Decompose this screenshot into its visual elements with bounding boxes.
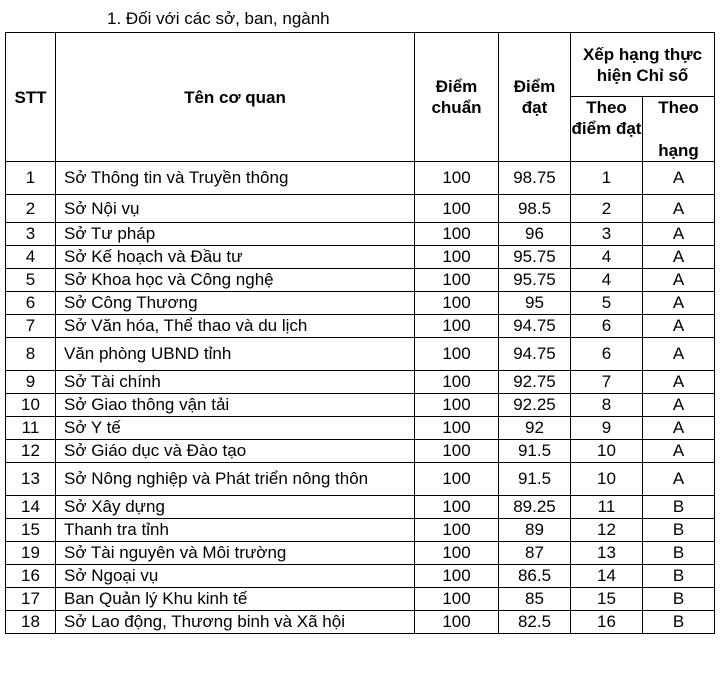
cell-diem-chuan: 100 <box>415 371 499 394</box>
cell-hang: B <box>643 588 715 611</box>
cell-hang: A <box>643 463 715 496</box>
cell-rank: 15 <box>571 588 643 611</box>
cell-diem-dat: 94.75 <box>499 338 571 371</box>
cell-rank: 11 <box>571 496 643 519</box>
table-row <box>6 246 715 269</box>
cell-name: Sở Giao thông vận tải <box>56 394 415 417</box>
cell-diem-dat: 92.25 <box>499 394 571 417</box>
cell-diem-dat: 94.75 <box>499 315 571 338</box>
cell-diem-dat: 96 <box>499 223 571 246</box>
table-row <box>6 440 715 463</box>
cell-rank: 16 <box>571 611 643 634</box>
cell-hang: A <box>643 292 715 315</box>
cell-diem-dat: 95.75 <box>499 246 571 269</box>
ranking-table <box>5 32 715 634</box>
table-row <box>6 611 715 634</box>
cell-hang: B <box>643 496 715 519</box>
cell-stt: 6 <box>6 292 56 315</box>
table-row <box>6 223 715 246</box>
cell-hang: A <box>643 417 715 440</box>
cell-name: Sở Giáo dục và Đào tạo <box>56 440 415 463</box>
cell-diem-chuan: 100 <box>415 417 499 440</box>
cell-hang: B <box>643 565 715 588</box>
header-ranking-group: Xếp hạng thực hiện Chỉ số <box>571 33 715 97</box>
table-row <box>6 417 715 440</box>
table-row <box>6 315 715 338</box>
cell-rank: 12 <box>571 519 643 542</box>
cell-diem-chuan: 100 <box>415 463 499 496</box>
cell-diem-chuan: 100 <box>415 269 499 292</box>
table-row <box>6 371 715 394</box>
cell-diem-chuan: 100 <box>415 542 499 565</box>
cell-hang: A <box>643 394 715 417</box>
cell-diem-dat: 98.5 <box>499 195 571 223</box>
cell-name: Sở Tài chính <box>56 371 415 394</box>
cell-hang: A <box>643 315 715 338</box>
cell-diem-chuan: 100 <box>415 195 499 223</box>
cell-name: Sở Tài nguyên và Môi trường <box>56 542 415 565</box>
table-row <box>6 269 715 292</box>
header-diem-dat: Điểm đạt <box>499 33 571 162</box>
table-row <box>6 338 715 371</box>
cell-stt: 18 <box>6 611 56 634</box>
cell-diem-dat: 91.5 <box>499 463 571 496</box>
cell-stt: 3 <box>6 223 56 246</box>
cell-name: Sở Lao động, Thương binh và Xã hội <box>56 611 415 634</box>
cell-rank: 1 <box>571 162 643 195</box>
cell-rank: 5 <box>571 292 643 315</box>
cell-diem-chuan: 100 <box>415 519 499 542</box>
cell-diem-chuan: 100 <box>415 223 499 246</box>
cell-name: Văn phòng UBND tỉnh <box>56 338 415 371</box>
cell-diem-chuan: 100 <box>415 440 499 463</box>
cell-stt: 5 <box>6 269 56 292</box>
cell-hang: A <box>643 371 715 394</box>
table-row <box>6 588 715 611</box>
header-diem-chuan: Điểm chuẩn <box>415 33 499 162</box>
header-theo-hang-line1: Theo <box>658 98 699 117</box>
cell-hang: A <box>643 162 715 195</box>
cell-name: Sở Nông nghiệp và Phát triển nông thôn <box>56 463 415 496</box>
cell-stt: 4 <box>6 246 56 269</box>
cell-diem-chuan: 100 <box>415 338 499 371</box>
cell-name: Sở Tư pháp <box>56 223 415 246</box>
cell-name: Sở Công Thương <box>56 292 415 315</box>
cell-hang: B <box>643 519 715 542</box>
cell-hang: B <box>643 542 715 565</box>
cell-rank: 6 <box>571 338 643 371</box>
cell-diem-chuan: 100 <box>415 588 499 611</box>
cell-rank: 3 <box>571 223 643 246</box>
header-stt: STT <box>6 33 56 162</box>
cell-hang: B <box>643 611 715 634</box>
cell-stt: 8 <box>6 338 56 371</box>
cell-name: Thanh tra tỉnh <box>56 519 415 542</box>
cell-rank: 4 <box>571 246 643 269</box>
cell-diem-chuan: 100 <box>415 496 499 519</box>
cell-name: Sở Nội vụ <box>56 195 415 223</box>
cell-diem-dat: 98.75 <box>499 162 571 195</box>
cell-hang: A <box>643 223 715 246</box>
cell-stt: 11 <box>6 417 56 440</box>
cell-rank: 13 <box>571 542 643 565</box>
cell-diem-dat: 82.5 <box>499 611 571 634</box>
cell-name: Sở Khoa học và Công nghệ <box>56 269 415 292</box>
table-row <box>6 195 715 223</box>
cell-diem-dat: 86.5 <box>499 565 571 588</box>
header-name: Tên cơ quan <box>56 33 415 162</box>
cell-diem-chuan: 100 <box>415 162 499 195</box>
cell-hang: A <box>643 338 715 371</box>
table-row <box>6 496 715 519</box>
cell-stt: 9 <box>6 371 56 394</box>
cell-diem-dat: 91.5 <box>499 440 571 463</box>
cell-stt: 10 <box>6 394 56 417</box>
cell-stt: 15 <box>6 519 56 542</box>
cell-diem-chuan: 100 <box>415 315 499 338</box>
cell-diem-dat: 92 <box>499 417 571 440</box>
cell-stt: 16 <box>6 565 56 588</box>
cell-stt: 14 <box>6 496 56 519</box>
table-row <box>6 565 715 588</box>
cell-name: Sở Ngoại vụ <box>56 565 415 588</box>
cell-stt: 2 <box>6 195 56 223</box>
cell-name: Sở Kế hoạch và Đầu tư <box>56 246 415 269</box>
cell-hang: A <box>643 440 715 463</box>
table-row <box>6 463 715 496</box>
cell-name: Ban Quản lý Khu kinh tế <box>56 588 415 611</box>
cell-diem-dat: 85 <box>499 588 571 611</box>
table-row <box>6 519 715 542</box>
cell-rank: 9 <box>571 417 643 440</box>
table-row <box>6 292 715 315</box>
cell-rank: 4 <box>571 269 643 292</box>
table-row <box>6 394 715 417</box>
cell-diem-dat: 92.75 <box>499 371 571 394</box>
cell-diem-chuan: 100 <box>415 565 499 588</box>
cell-stt: 13 <box>6 463 56 496</box>
cell-name: Sở Xây dựng <box>56 496 415 519</box>
cell-stt: 7 <box>6 315 56 338</box>
cell-rank: 14 <box>571 565 643 588</box>
cell-name: Sở Văn hóa, Thể thao và du lịch <box>56 315 415 338</box>
cell-name: Sở Thông tin và Truyền thông <box>56 162 415 195</box>
cell-rank: 8 <box>571 394 643 417</box>
cell-diem-dat: 89 <box>499 519 571 542</box>
cell-diem-dat: 87 <box>499 542 571 565</box>
section-heading: 1. Đối với các sở, ban, ngành <box>107 9 330 28</box>
cell-diem-chuan: 100 <box>415 611 499 634</box>
cell-name: Sở Y tế <box>56 417 415 440</box>
cell-stt: 19 <box>6 542 56 565</box>
cell-diem-dat: 95 <box>499 292 571 315</box>
cell-hang: A <box>643 246 715 269</box>
header-theo-hang-line2: hạng <box>658 141 699 160</box>
cell-rank: 10 <box>571 440 643 463</box>
cell-hang: A <box>643 269 715 292</box>
cell-rank: 2 <box>571 195 643 223</box>
table-row <box>6 162 715 195</box>
cell-hang: A <box>643 195 715 223</box>
header-theo-diem-dat: Theo điểm đạt <box>571 97 643 162</box>
cell-stt: 17 <box>6 588 56 611</box>
cell-rank: 7 <box>571 371 643 394</box>
cell-rank: 10 <box>571 463 643 496</box>
cell-diem-chuan: 100 <box>415 246 499 269</box>
cell-stt: 12 <box>6 440 56 463</box>
header-theo-hang <box>643 97 715 162</box>
cell-diem-dat: 89.25 <box>499 496 571 519</box>
cell-diem-chuan: 100 <box>415 394 499 417</box>
table-row <box>6 542 715 565</box>
cell-diem-dat: 95.75 <box>499 269 571 292</box>
cell-rank: 6 <box>571 315 643 338</box>
cell-diem-chuan: 100 <box>415 292 499 315</box>
cell-stt: 1 <box>6 162 56 195</box>
